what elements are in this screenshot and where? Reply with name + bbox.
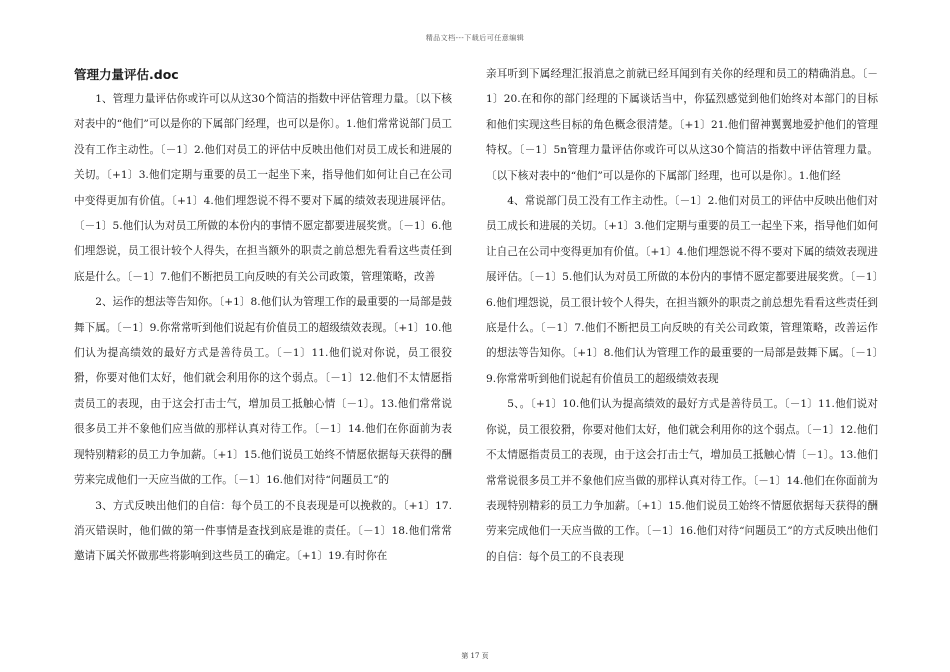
paragraph-4: 4、常说部门员工没有工作主动性。〔－1〕2.他们对员工的评估中反映出他们对员工成长和进展的关切。〔+1〕3.他们定期与重要的员工一起坐下来，指导他们如何让自己在公司中变得更加有价值。〔+1〕4.他们埋怨说不得不要对下属的绩效表现进展评估。〔－1〕5.他们认为对员工所做的本份内的事情不愿定都要进展奖赏。〔－1〕6.他们埋怨说，员工很计较个人得失，在担当额外的职责之前总想先看看这些责任到底是什么。〔－1〕7.他们不断把员工向反映的有关公司政策，管理策略，改善运作的想法等告知你。〔+1〕8.他们认为管理工作的最重要的一局部是鼓舞下属。〔－1〕9.你常常听到他们说起有价值员工的超级绩效表现 [486, 195, 878, 385]
paragraph-3-continued: 亲耳听到下属经理汇报消息之前就已经耳闻到有关你的经理和员工的精确消息。〔－1〕20.在和你的部门经理的下属谈话当中，你猛烈感觉到他们始终对本部门的目标和他们实现这些目标的角色概念很清楚。〔+1〕21.他们留神翼翼地爱护他们的管理特权。〔－1〕5n管理力量评估你或许可以从这30个简洁的指数中评估管理力量。〔以下核对表中的“他们”可以是你的下属部门经理，也可以是你〕。1.他们经 [486, 68, 878, 182]
right-column [486, 62, 878, 570]
paragraph-3: 3、方式反映出他们的自信：每个员工的不良表现是可以挽救的。〔+1〕17.消灭错误时，他们做的第一件事情是查找到底是谁的责任。〔－1〕18.他们常常邀请下属关怀做那些将影响到这些员工的确定。〔+1〕19.有时你在 [74, 499, 452, 563]
document-title: 管理力量评估.doc [74, 67, 179, 82]
page-number: 第 17 页 [461, 652, 489, 660]
paragraph-2: 2、运作的想法等告知你。〔+1〕8.他们认为管理工作的最重要的一局部是鼓舞下属。〔－1〕9.你常常听到他们说起有价值员工的超级绩效表现。〔+1〕10.他们认为提高绩效的最好方式是善待员工。〔－1〕11.他们说对你说，员工很狡猾，你要对他们太好，他们就会利用你的这个弱点。〔－1〕12.他们不太情愿指责员工的表现，由于这会打击士气，增加员工抵触心情〔－1〕。13.他们常常说很多员工并不象他们应当做的那样认真对待工作。〔－1〕14.他们在你面前为表现特别精彩的员工力争加薪。〔+1〕15.他们说员工始终不情愿依据每天获得的酬劳来完成他们一天应当做的工作。〔－1〕16.他们对待“问题员工”的 [74, 296, 452, 487]
page-header: 精品文档---下载后可任意编辑 [425, 34, 525, 42]
left-column [74, 62, 452, 570]
paragraph-1: 1、管理力量评估你或许可以从这30个简洁的指数中评估管理力量。〔以下核对表中的“他们”可以是你的下属部门经理，也可以是你〕。1.他们常常说部门员工没有工作主动性。〔－1〕2.他们对员工的评估中反映出他们对员工成长和进展的关切。〔+1〕3.他们定期与重要的员工一起坐下来，指导他们如何让自己在公司中变得更加有价值。〔+1〕4.他们埋怨说不得不要对下属的绩效表现进展评估。〔－1〕5.他们认为对员工所做的本份内的事情不愿定都要进展奖赏。〔－1〕6.他们埋怨说，员工很计较个人得失，在担当额外的职责之前总想先看看这些责任到底是什么。〔－1〕7.他们不断把员工向反映的有关公司政策，管理策略，改善 [74, 93, 452, 283]
paragraph-5: 5、。〔+1〕10.他们认为提高绩效的最好方式是善待员工。〔－1〕11.他们说对你说，员工很狡猾，你要对他们太好，他们就会利用你的这个弱点。〔－1〕12.他们不太情愿指责员工的表现，由于这会打击士气，增加员工抵触心情〔－1〕。13.他们常常说很多员工并不象他们应当做的那样认真对待工作。〔－1〕14.他们在你面前为表现特别精彩的员工力争加薪。〔+1〕15.他们说员工始终不情愿依据每天获得的酬劳来完成他们一天应当做的工作。〔－1〕16.他们对待“问题员工”的方式反映出他们的自信：每个员工的不良表现 [486, 398, 878, 563]
